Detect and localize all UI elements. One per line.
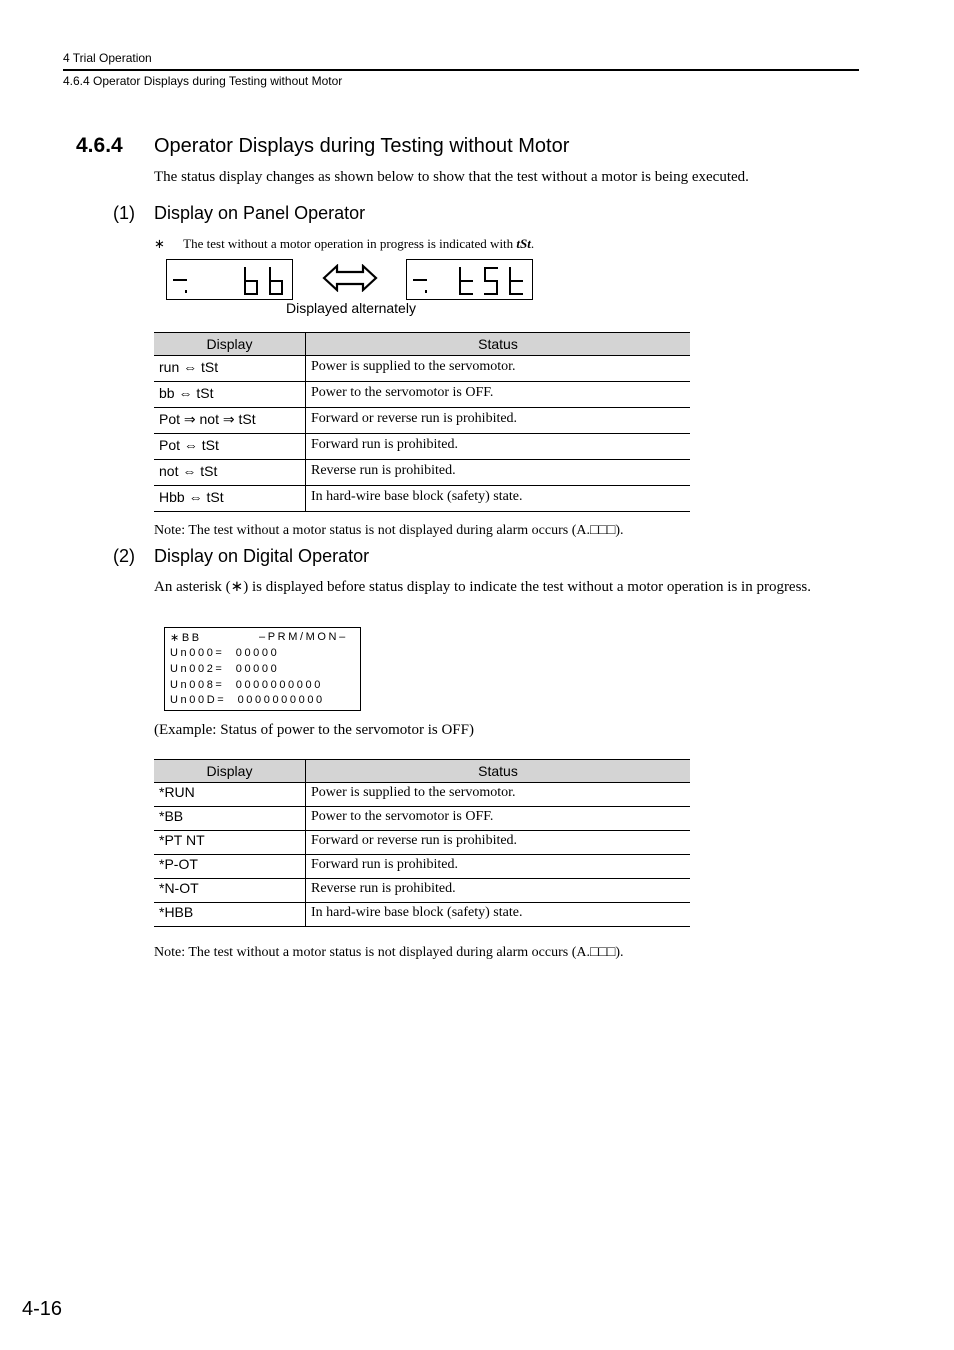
asterisk-note-end: . xyxy=(530,236,535,251)
asterisk-note-text: The test without a motor operation in progress is indicated with xyxy=(183,236,517,251)
section-title: Operator Displays during Testing without Motor xyxy=(154,135,570,157)
display-cell: bb ⇔ tSt xyxy=(154,382,306,408)
seven-segment-bb xyxy=(167,260,292,299)
status-cell: Forward or reverse run is prohibited. xyxy=(306,408,691,434)
display-line-2: Un000= 00000 xyxy=(170,647,280,659)
asterisk-note xyxy=(154,236,534,252)
display-line-1-left: ∗BB xyxy=(170,632,202,644)
panel-display-bb xyxy=(166,259,293,300)
display-cell: Hbb ⇔ tSt xyxy=(154,486,306,512)
table-row xyxy=(154,855,690,879)
seven-segment-tst xyxy=(407,260,532,299)
display-line-3: Un002= 00000 xyxy=(170,663,280,675)
table-header-row xyxy=(154,760,690,783)
display-cell: *BB xyxy=(154,807,306,831)
display-line-4: Un008= 0000000000 xyxy=(170,679,323,691)
table-row xyxy=(154,879,690,903)
section-intro: The status display changes as shown below to show that the test without a motor is being executed. xyxy=(154,169,749,185)
status-cell: Forward run is prohibited. xyxy=(306,855,691,879)
header-rule xyxy=(63,69,859,71)
table-row xyxy=(154,408,690,434)
alarm-code-boxes: □□□ xyxy=(590,943,616,959)
alarm-note-text: Note: The test without a motor status is not displayed during alarm occurs (A. xyxy=(154,523,590,538)
table-header-display: Display xyxy=(154,760,306,783)
panel-operator-status-table xyxy=(154,332,690,512)
alarm-note-close: ). xyxy=(615,945,624,960)
subsection-1-title: Display on Panel Operator xyxy=(154,203,366,223)
status-cell: Reverse run is prohibited. xyxy=(306,879,691,903)
status-cell: Power is supplied to the servomotor. xyxy=(306,783,691,807)
display-cell: run ⇔ tSt xyxy=(154,356,306,382)
digital-operator-display xyxy=(164,627,361,711)
display-cell: Pot ⇔ tSt xyxy=(154,434,306,460)
subsection-2-title: Display on Digital Operator xyxy=(154,546,370,566)
table-header-row xyxy=(154,333,690,356)
table-header-display: Display xyxy=(154,333,306,356)
alarm-note-2 xyxy=(154,943,624,961)
status-cell: Reverse run is prohibited. xyxy=(306,460,691,486)
table-row xyxy=(154,831,690,855)
display-cell: *PT NT xyxy=(154,831,306,855)
page-number: 4-16 xyxy=(22,1298,63,1320)
alarm-note-1 xyxy=(154,521,624,539)
display-line-5: Un00D= 0000000000 xyxy=(170,694,325,706)
subsection-2-number: (2) xyxy=(113,546,135,566)
display-cell: not ⇔ tSt xyxy=(154,460,306,486)
alarm-note-close: ). xyxy=(615,523,624,538)
status-cell: Forward run is prohibited. xyxy=(306,434,691,460)
asterisk-note-emphasis: tSt xyxy=(516,236,531,251)
display-cell: *P-OT xyxy=(154,855,306,879)
table-row xyxy=(154,382,690,408)
example-caption: (Example: Status of power to the servomotor is OFF) xyxy=(154,722,474,738)
section-number: 4.6.4 xyxy=(76,134,123,157)
table-row xyxy=(154,460,690,486)
running-header-chapter: 4 Trial Operation xyxy=(63,51,152,65)
status-cell: Power to the servomotor is OFF. xyxy=(306,382,691,408)
table-row xyxy=(154,807,690,831)
status-cell: Power is supplied to the servomotor. xyxy=(306,356,691,382)
status-cell: In hard-wire base block (safety) state. xyxy=(306,903,691,927)
subsection-1-number: (1) xyxy=(113,203,135,223)
alternate-arrow-icon xyxy=(322,264,378,297)
table-row xyxy=(154,903,690,927)
table-header-status: Status xyxy=(306,333,691,356)
display-cell: *N-OT xyxy=(154,879,306,903)
table-row xyxy=(154,783,690,807)
table-row xyxy=(154,486,690,512)
table-row xyxy=(154,356,690,382)
display-cell: Pot ⇒ not ⇒ tSt xyxy=(154,408,306,434)
display-cell: *HBB xyxy=(154,903,306,927)
subsection-2-intro: An asterisk (∗) is displayed before status display to indicate the test without a motor operation is in progress. xyxy=(154,579,812,595)
alarm-note-text: Note: The test without a motor status is not displayed during alarm occurs (A. xyxy=(154,945,590,960)
status-cell: Forward or reverse run is prohibited. xyxy=(306,831,691,855)
alarm-code-boxes: □□□ xyxy=(590,521,616,537)
display-line-1-right: –PRM/MON– xyxy=(259,631,348,643)
displayed-alternately-label: Displayed alternately xyxy=(286,300,416,316)
table-header-status: Status xyxy=(306,760,691,783)
table-row xyxy=(154,434,690,460)
asterisk-mark: ∗ xyxy=(154,236,165,251)
panel-display-tst xyxy=(406,259,533,300)
status-cell: Power to the servomotor is OFF. xyxy=(306,807,691,831)
status-cell: In hard-wire base block (safety) state. xyxy=(306,486,691,512)
display-cell: *RUN xyxy=(154,783,306,807)
running-header-section: 4.6.4 Operator Displays during Testing without Motor xyxy=(63,74,343,88)
digital-operator-status-table xyxy=(154,759,690,927)
